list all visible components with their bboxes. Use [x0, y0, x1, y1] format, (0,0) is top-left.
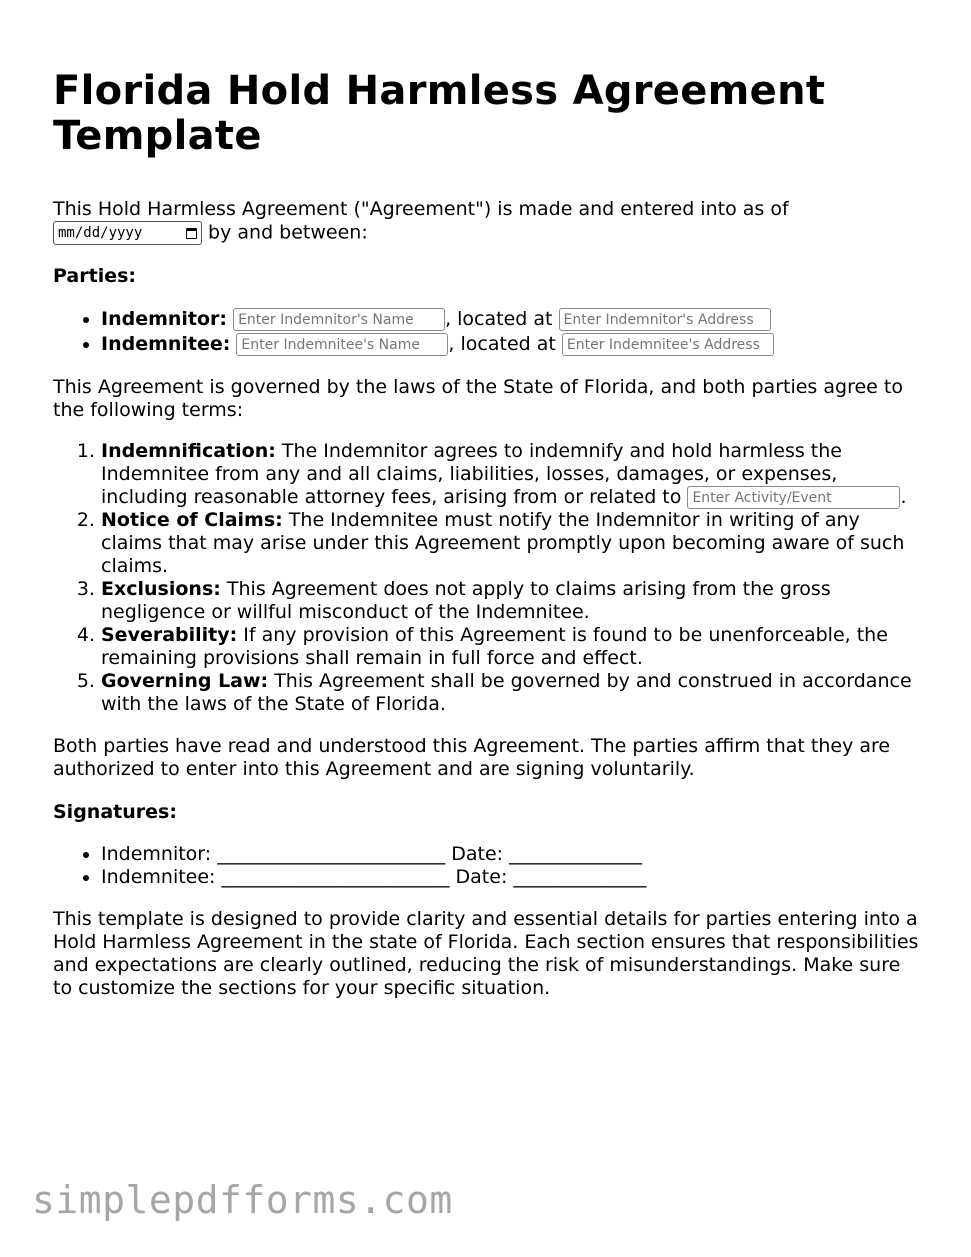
- intro-text: This Hold Harmless Agreement ("Agreement") is made and entered into as of: [53, 198, 789, 220]
- terms-list: [53, 440, 919, 716]
- term-text: The Indemnitor agrees to indemnify and hold harmless the Indemnitee from any and all claims, liabilities, losses, damages, or expenses, including reasonable attorney fees, arising from or related to: [101, 440, 842, 508]
- page-title: Florida Hold Harmless Agreement Template: [53, 68, 826, 159]
- term-text: The Indemnitee must notify the Indemnitor in writing of any claims that may arise under this Agreement promptly upon becoming aware of such claims.: [101, 509, 905, 577]
- term-text: If any provision of this Agreement is found to be unenforceable, the remaining provisions shall remain in full force and effect.: [101, 624, 888, 669]
- agreement-date-input[interactable]: [53, 221, 202, 245]
- signatures-list: [53, 843, 919, 889]
- located-text: , located at: [445, 308, 553, 330]
- party-label: Indemnitee:: [101, 333, 231, 355]
- term-label: Severability:: [101, 624, 238, 646]
- signature-line-indemnitor: • Indemnitor: ________________________ Date: ______________: [101, 843, 919, 866]
- signature-line-indemnitee: • Indemnitee: ________________________ Date: ______________: [101, 866, 919, 889]
- governing-intro: This Agreement is governed by the laws of the State of Florida, and both parties agree to the following terms:: [53, 376, 903, 421]
- term-item-indemnification: [101, 440, 919, 509]
- watermark-text: simplepdfforms.com: [32, 1178, 453, 1222]
- signatures-heading: Signatures:: [53, 801, 177, 823]
- indemnitor-name-input[interactable]: [233, 308, 445, 331]
- term-label: Indemnification:: [101, 440, 276, 462]
- term-item-governing-law: [101, 670, 919, 716]
- term-label: Governing Law:: [101, 670, 269, 692]
- intro-paragraph: [53, 198, 919, 245]
- indemnitor-address-input[interactable]: [559, 308, 771, 331]
- indemnitee-name-input[interactable]: [236, 333, 448, 356]
- calendar-icon[interactable]: [186, 228, 197, 239]
- term-item-severability: [101, 624, 919, 670]
- date-placeholder: mm/dd/yyyy: [58, 224, 143, 241]
- intro-after-date: by and between:: [208, 221, 368, 244]
- term-label: Notice of Claims:: [101, 509, 283, 531]
- activity-event-input[interactable]: [687, 486, 900, 509]
- affirmation-paragraph: Both parties have read and understood this Agreement. The parties affirm that they are authorized to enter into this Agreement and are signing voluntarily.: [53, 735, 891, 780]
- term-item-exclusions: [101, 578, 919, 624]
- located-text: , located at: [448, 333, 556, 355]
- term-text: This Agreement shall be governed by and construed in accordance with the laws of the State of Florida.: [101, 670, 912, 715]
- closing-paragraph: This template is designed to provide clarity and essential details for parties entering into a Hold Harmless Agreement in the state of Florida. Each section ensures that responsibilities and expectations are clearly outlined, reducing the risk of misunderstandings. Make sure to customize the sections for your specific situation.: [53, 908, 919, 999]
- indemnitee-address-input[interactable]: [562, 333, 774, 356]
- party-item-indemnitor: [101, 307, 919, 332]
- parties-heading: Parties:: [53, 265, 136, 287]
- party-label: Indemnitor:: [101, 308, 228, 330]
- term-text: This Agreement does not apply to claims arising from the gross negligence or willful misconduct of the Indemnitee.: [101, 578, 831, 623]
- parties-list: [53, 307, 919, 357]
- party-item-indemnitee: [101, 332, 919, 357]
- document-page: [53, 64, 919, 1000]
- term-label: Exclusions:: [101, 578, 221, 600]
- term-item-notice-of-claims: [101, 509, 919, 578]
- term-period: .: [900, 486, 907, 508]
